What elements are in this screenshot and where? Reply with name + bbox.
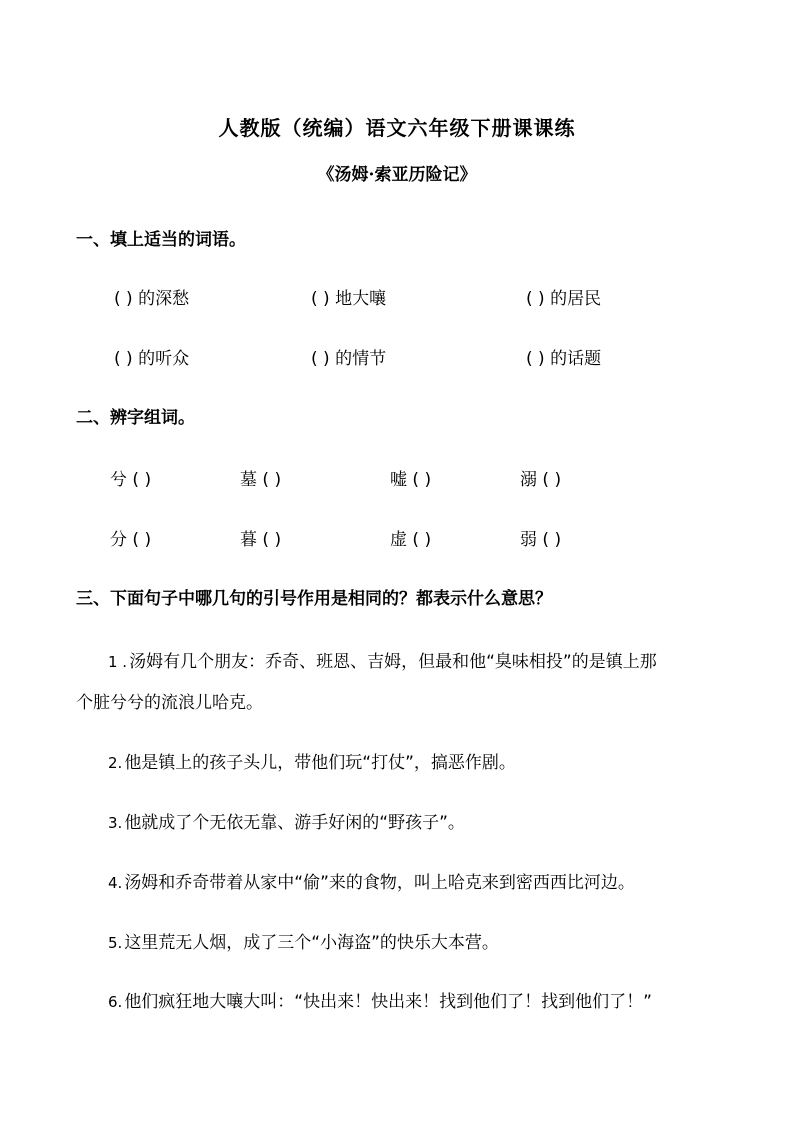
word-group-item: 兮 ( ) xyxy=(110,470,152,490)
sentence-4 xyxy=(108,868,635,893)
fill-blank-item: ( ) 地大嚷 xyxy=(311,289,387,309)
sentence-1-line-2: 个脏兮兮的流浪儿哈克。 xyxy=(76,693,263,713)
sentence-number: 3. xyxy=(108,814,123,832)
fill-blank-item: ( ) 的话题 xyxy=(526,349,602,369)
sentence-number: 6. xyxy=(108,993,123,1011)
sentence-text: 他就成了个无依无靠、游手好闲的“野孩子”。 xyxy=(124,813,465,833)
sentence-5 xyxy=(108,928,499,953)
document-title: 人教版（统编）语文六年级下册课课练 xyxy=(218,116,576,140)
sentence-text: 汤姆有几个朋友：乔奇、班恩、吉姆，但最和他“臭味相投”的是镇上那 xyxy=(129,652,657,672)
section3-heading: 三、下面句子中哪几句的引号作用是相同的？都表示什么意思？ xyxy=(76,589,552,609)
word-group-item: 暮 ( ) xyxy=(240,530,282,550)
word-group-item: 溺 ( ) xyxy=(520,470,562,490)
sentence-2 xyxy=(108,748,516,773)
fill-blank-item: ( ) 的深愁 xyxy=(114,289,190,309)
word-group-item: 嘘 ( ) xyxy=(390,470,432,490)
sentence-6 xyxy=(108,987,652,1012)
fill-blank-item: ( ) 的听众 xyxy=(114,349,190,369)
sentence-text: 他们疯狂地大嚷大叫：“快出来！快出来！找到他们了！找到他们了！” xyxy=(124,992,652,1012)
sentence-number: 1 . xyxy=(108,653,128,671)
sentence-text: 汤姆和乔奇带着从家中“偷”来的食物，叫上哈克来到密西西比河边。 xyxy=(124,873,635,893)
document-subtitle: 《汤姆·索亚历险记》 xyxy=(317,165,477,185)
sentence-3 xyxy=(108,808,465,833)
fill-blank-item: ( ) 的居民 xyxy=(526,289,602,309)
sentence-text: 他是镇上的孩子头儿，带他们玩“打仗”，搞恶作剧。 xyxy=(124,753,516,773)
section2-heading: 二、辨字组词。 xyxy=(76,408,195,428)
sentence-number: 5. xyxy=(108,934,123,952)
word-group-item: 分 ( ) xyxy=(110,530,152,550)
sentence-number: 4. xyxy=(108,874,123,892)
sentence-text: 这里荒无人烟，成了三个“小海盗”的快乐大本营。 xyxy=(124,933,499,953)
word-group-item: 弱 ( ) xyxy=(520,530,562,550)
word-group-item: 虚 ( ) xyxy=(390,530,432,550)
sentence-1-line-1 xyxy=(108,647,657,672)
sentence-number: 2. xyxy=(108,754,123,772)
fill-blank-item: ( ) 的情节 xyxy=(311,349,387,369)
word-group-item: 墓 ( ) xyxy=(240,470,282,490)
section1-heading: 一、填上适当的词语。 xyxy=(76,230,246,250)
